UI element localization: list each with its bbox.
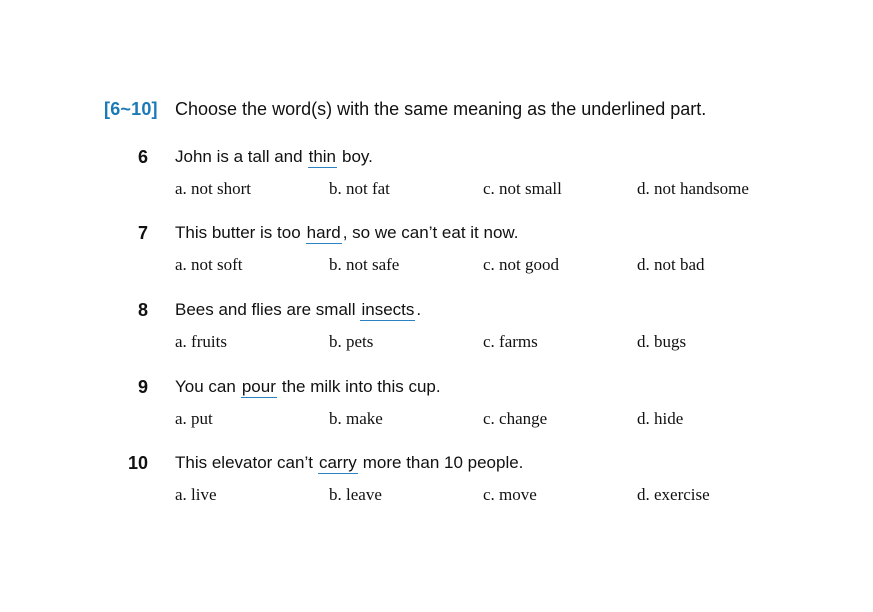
question-number: 8 xyxy=(137,300,148,320)
choice-b[interactable]: b. make xyxy=(329,409,383,428)
section-label: [6~10] xyxy=(104,99,158,119)
choice-b[interactable]: b. leave xyxy=(329,485,382,504)
question-10 xyxy=(0,453,873,523)
choice-a[interactable]: a. not short xyxy=(175,179,252,198)
choice-a[interactable]: a. fruits xyxy=(175,332,227,351)
stem-before: You can xyxy=(175,377,236,396)
instruction-text: Choose the word(s) with the same meaning as the underlined part. xyxy=(175,99,707,119)
stem-after: boy. xyxy=(342,147,373,166)
stem-after: , so we can’t eat it now. xyxy=(342,223,519,242)
stem-after: more than 10 people. xyxy=(362,453,524,472)
choice-a[interactable]: a. live xyxy=(175,485,217,504)
question-9 xyxy=(0,377,873,447)
choice-b[interactable]: b. pets xyxy=(329,332,374,351)
question-stem xyxy=(175,377,441,398)
underlined-word: hard xyxy=(306,223,341,242)
underlined-word: thin xyxy=(308,147,337,166)
choice-d[interactable]: d. not bad xyxy=(637,255,705,274)
question-number: 9 xyxy=(137,377,148,397)
question-6 xyxy=(0,147,873,217)
stem-after: the milk into this cup. xyxy=(281,377,441,396)
stem-after: . xyxy=(416,300,422,319)
question-stem xyxy=(175,300,421,321)
question-stem xyxy=(175,147,373,168)
stem-before: John is a tall and xyxy=(175,147,303,166)
choice-c[interactable]: c. move xyxy=(483,485,537,504)
choice-d[interactable]: d. not handsome xyxy=(637,179,749,198)
underlined-word: pour xyxy=(241,377,276,396)
question-stem xyxy=(175,223,518,244)
choice-c[interactable]: c. not small xyxy=(483,179,562,198)
stem-before: This elevator can’t xyxy=(175,453,313,472)
question-7 xyxy=(0,223,873,293)
question-8 xyxy=(0,300,873,370)
choice-b[interactable]: b. not safe xyxy=(329,255,400,274)
question-stem xyxy=(175,453,523,474)
underlined-word: insects xyxy=(361,300,415,319)
question-number: 10 xyxy=(127,453,148,473)
question-number: 7 xyxy=(137,223,148,243)
choice-d[interactable]: d. hide xyxy=(637,409,684,428)
choice-a[interactable]: a. put xyxy=(175,409,213,428)
choice-c[interactable]: c. not good xyxy=(483,255,560,274)
choice-a[interactable]: a. not soft xyxy=(175,255,243,274)
choice-c[interactable]: c. farms xyxy=(483,332,538,351)
choice-c[interactable]: c. change xyxy=(483,409,548,428)
underlined-word: carry xyxy=(318,453,357,472)
stem-before: Bees and flies are small xyxy=(175,300,356,319)
stem-before: This butter is too xyxy=(175,223,301,242)
question-number: 6 xyxy=(137,147,148,167)
choice-b[interactable]: b. not fat xyxy=(329,179,390,198)
choice-d[interactable]: d. bugs xyxy=(637,332,687,351)
choice-d[interactable]: d. exercise xyxy=(637,485,710,504)
